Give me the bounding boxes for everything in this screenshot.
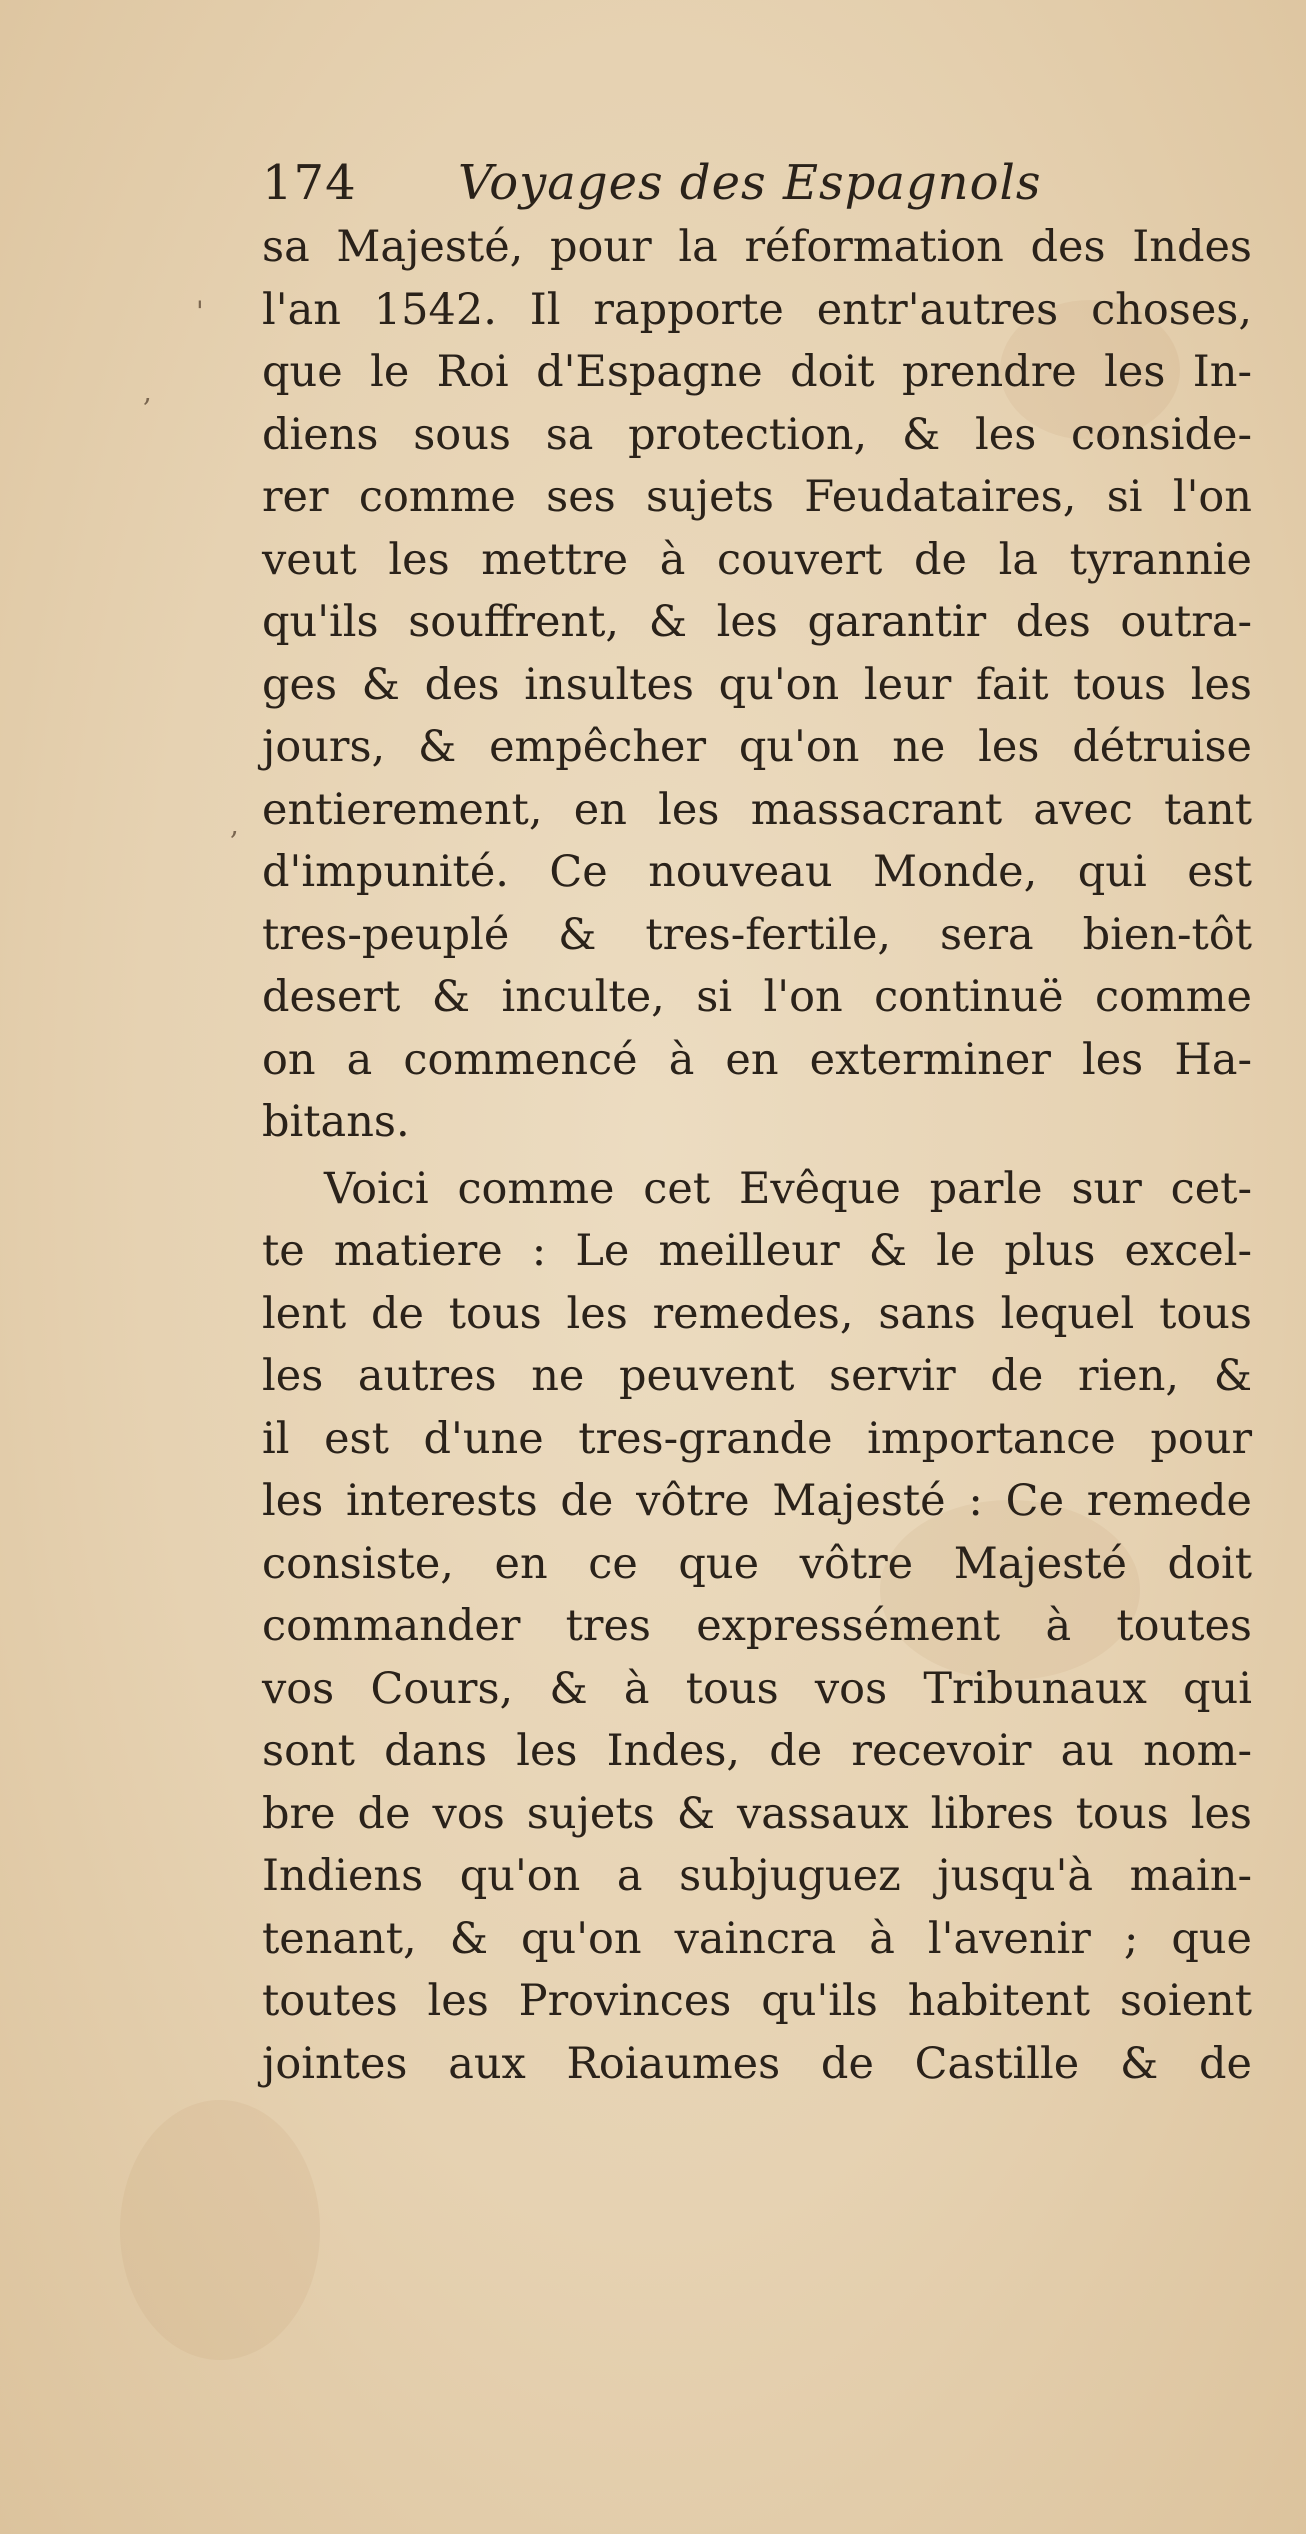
running-title: Voyages des Espagnols [458, 155, 1042, 211]
text-line: entierement, en les massacrant avec tant [262, 784, 1252, 835]
text-line: commander tres expressément à toutes [262, 1601, 1252, 1651]
text-line: bitans. [262, 1097, 410, 1147]
text-line: sont dans les Indes, de recevoir au nom- [262, 1726, 1252, 1776]
text-line: vos Cours, & à tous vos Tribunaux qui [262, 1663, 1252, 1714]
text-line: desert & inculte, si l'on continuë comme [262, 972, 1252, 1022]
paragraph-1 [262, 216, 1252, 1154]
text-line: veut les mettre à couvert de la tyrannie [262, 534, 1252, 585]
margin-mark: , [230, 808, 239, 841]
text-line: rer comme ses sujets Feudataires, si l'on [262, 472, 1252, 522]
text-line: jours, & empêcher qu'on ne les détruise [262, 722, 1252, 772]
text-line: consiste, en ce que vôtre Majesté doit [262, 1538, 1252, 1589]
text-line: tres-peuplé & tres-fertile, sera bien-tôt [262, 909, 1252, 960]
text-line: les interests de vôtre Majesté : Ce remede [262, 1476, 1252, 1526]
text-line: jointes aux Roiaumes de Castille & de [262, 2038, 1252, 2089]
running-head [262, 150, 1252, 216]
text-line: bre de vos sujets & vassaux libres tous les [262, 1788, 1252, 1839]
text-line: que le Roi d'Espagne doit prendre les In- [262, 347, 1252, 397]
text-line: on a commencé à en exterminer les Ha- [262, 1034, 1252, 1085]
text-line: sa Majesté, pour la réformation des Indes [262, 222, 1252, 272]
margin-mark: ' [196, 295, 204, 328]
text-line: tenant, & qu'on vaincra à l'avenir ; que [262, 1913, 1252, 1964]
text-line: diens sous sa protection, & les conside- [262, 409, 1252, 460]
page-number: 174 [262, 155, 357, 211]
text-line: d'impunité. Ce nouveau Monde, qui est [262, 847, 1252, 897]
page-text [262, 150, 1252, 2095]
paper-stain [120, 2100, 320, 2360]
paragraph-2 [262, 1158, 1252, 2096]
text-line: lent de tous les remedes, sans lequel tous [262, 1288, 1252, 1339]
text-line: l'an 1542. Il rapporte entr'autres choses, [262, 284, 1252, 335]
text-line: il est d'une tres-grande importance pour [262, 1413, 1252, 1464]
text-line: qu'ils souffrent, & les garantir des outra- [262, 597, 1252, 647]
text-line: Voici comme cet Evêque parle sur cet- [324, 1163, 1252, 1214]
margin-mark: , [143, 375, 152, 408]
text-line: les autres ne peuvent servir de rien, & [262, 1351, 1252, 1401]
text-line: Indiens qu'on a subjuguez jusqu'à main- [262, 1851, 1252, 1901]
text-line: te matiere : Le meilleur & le plus excel- [262, 1226, 1252, 1276]
text-line: ges & des insultes qu'on leur fait tous les [262, 659, 1252, 710]
text-line: toutes les Provinces qu'ils habitent soient [262, 1976, 1252, 2026]
